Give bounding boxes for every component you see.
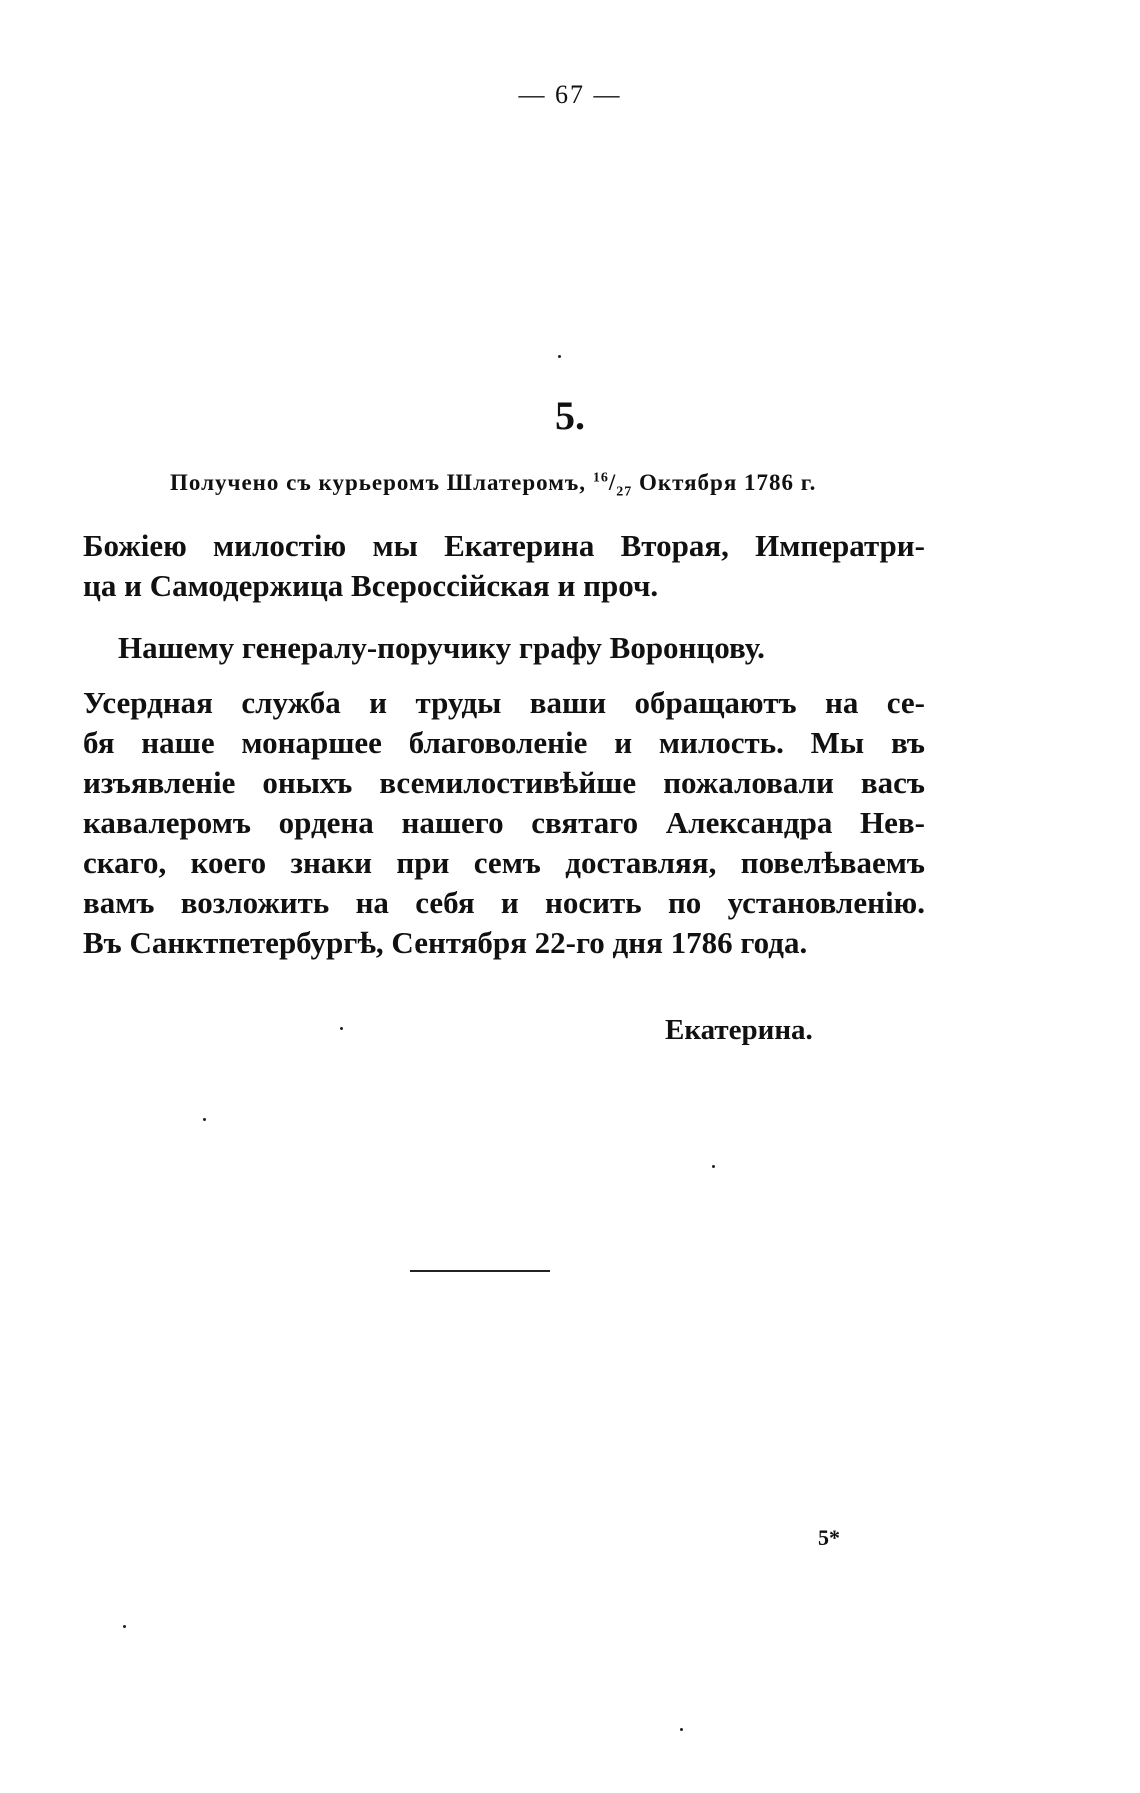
page-number: — 67 — xyxy=(518,80,622,109)
received-note: Получено съ курьеромъ Шлатеромъ, $^{16}/_{27}$ Октября 1786 г. xyxy=(170,470,817,500)
body-line: вамъ возложить на себя и носить по установленію. xyxy=(83,885,925,920)
title-line: Божіею милостію мы Екатерина Вторая, Императри- xyxy=(83,528,925,563)
scan-speck xyxy=(680,1728,683,1731)
title-line: ца и Самодержица Всероссійская и проч. xyxy=(83,568,659,603)
received-date-denominator: 27 xyxy=(616,484,633,500)
decree-address: Нашему генералу-поручику графу Воронцову. xyxy=(118,630,765,665)
body-line: бя наше монаршее благоволеніе и милость. Мы въ xyxy=(83,725,925,760)
section-divider xyxy=(410,1270,550,1272)
signature: Екатерина. xyxy=(665,1014,813,1046)
document-number: 5. xyxy=(555,393,585,438)
body-line: Усердная служба и труды ваши обращаютъ на се- xyxy=(83,685,925,720)
scan-speck xyxy=(712,1165,715,1168)
body-line: кавалеромъ ордена нашего святаго Александра Нев- xyxy=(83,805,925,840)
received-note-prefix: Получено съ курьеромъ Шлатеромъ, xyxy=(170,470,587,495)
scan-speck xyxy=(123,1625,126,1628)
received-date-numerator: 16 xyxy=(592,470,609,486)
scan-speck xyxy=(340,1027,343,1030)
scan-speck xyxy=(558,355,561,358)
body-line: изъявленіе оныхъ всемилостивѣйше пожаловали васъ xyxy=(83,765,925,800)
body-line: Въ Санктпетербургѣ, Сентября 22-го дня 1786 года. xyxy=(83,925,808,960)
body-line: скаго, коего знаки при семъ доставляя, повелѣваемъ xyxy=(83,845,925,880)
decree-body xyxy=(83,683,925,963)
scan-speck xyxy=(203,1118,206,1121)
received-note-suffix: Октября 1786 г. xyxy=(638,470,817,495)
signature-mark: 5* xyxy=(818,1525,840,1550)
decree-title xyxy=(83,526,925,606)
